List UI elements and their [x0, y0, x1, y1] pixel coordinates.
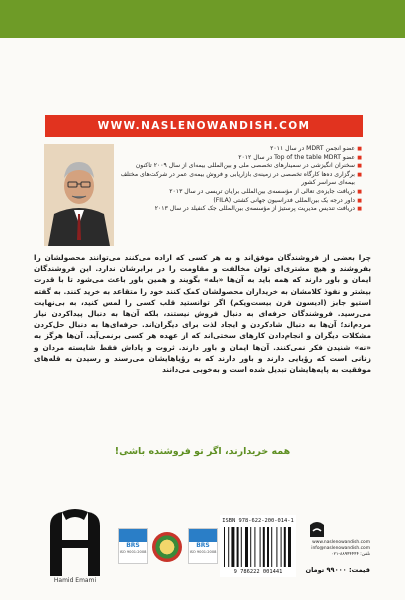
hamid-emami-logo	[42, 508, 108, 580]
publisher-info	[300, 540, 370, 558]
price-label: قیمت: ۹۹۰۰۰ تومان	[305, 566, 370, 574]
publisher-phone: تلفن: ۸۸۹۴۴۴۴۴-۰۲۱	[331, 552, 370, 557]
author-photo	[44, 144, 114, 246]
credential-item: ■ دریافت تندیس مدیریت پرستیژ از مؤسسه‌ی بین‌المللی جک کنفیلد در سال ۲۰۱۳	[118, 205, 362, 214]
publisher-logo-icon	[308, 517, 326, 539]
credential-item: ■ عضو انجمن MDRT در سال ۲۰۱۱	[118, 145, 362, 154]
slogan: همه خریدارند، اگر تو فروشنده باشی!	[114, 446, 291, 457]
barcode	[220, 515, 296, 577]
iso-badge	[118, 528, 148, 564]
badge-label: BRS	[126, 542, 140, 549]
logo-caption: Hamid Emami	[53, 577, 97, 584]
iso-badge	[188, 528, 218, 564]
isbn-number: 9 786222 001441	[233, 569, 283, 575]
credential-item: ■ عضو Top of the table MDRT در سال ۲۰۱۲	[118, 154, 362, 163]
badge-sub: ISO 9001:2008	[189, 550, 217, 554]
credential-item: ■ دریافت جایزه‌ی تعالی از مؤسسه‌ی بین‌المللی برایان تریسی در سال ۲۰۱۳	[118, 188, 362, 197]
credential-item: ■ سخنران انگیزشی در سمینارهای تخصصی ملی و بین‌المللی بیمه‌ای از سال ۲۰۰۹ تاکنون	[118, 162, 362, 171]
publisher-url: www.naslenowandish.com	[312, 540, 370, 545]
credential-item: ■ برگزاری ده‌ها کارگاه تخصصی در زمینه‌ی بازاریابی و فروش بیمه‌ی عمر در شرکت‌های مختلف بیمه‌ای سراسر کشور	[118, 171, 362, 188]
top-green-band	[0, 0, 405, 38]
blurb-paragraph: چرا بعضی از فروشندگان موفق‌اند و به هر کسی که اراده می‌کنند می‌توانند محصولشان را بفروشند و هیچ مشتری‌ای توان مخالفت و مقاومت را در برابرشان ندارد. این فروشندگان ایمان و باور دارند که همه باید به آن‌ها «بله» بگویند و همین باور باعث می‌شود تا با قدرت بیشتر و نفوذ کلامشان به خریداران محصولشان کمک کنند خود را متقاعد به خرید کنند. به گفته استیو جابز (ادیسون قرن بیست‌ویکم) اگر توانستید قلب کسی را لمس کنید، به بی‌نهایت می‌رسید. فروشندگان حرفه‌ای به دنبال فروش نیستند، بلکه آن‌ها به دنبال پیداکردن نیاز مردم‌اند؛ آن‌ها به دنبال شادکردن و ایجاد لذت برای دیگران‌اند. حرفه‌ای‌ها به دنبال حل‌کردن مشکلات دیگران و انجام‌دادن کارهای سختی‌اند که از عهده هر کسی برنمی‌آید. آن‌ها هرگز به «نه» شنیدن فکر نمی‌کنند. آن‌ها ایمان و باور دارند. ثروت و پاداش فقط شایسته مردان و زنانی است که رؤیایی دارند و باور دارند که به رؤیاهایشان می‌رسند و رسیدن به قله‌های موفقیت به پایه‌هایشان تبدیل شده است و به‌خوبی می‌دانند	[34, 253, 371, 375]
author-credentials	[118, 145, 362, 214]
credential-item: ■ داور درجه یک بین‌المللی فدراسیون جهانی کشتی (FILA)	[118, 197, 362, 206]
publisher-email: info@naslenowandish.com	[311, 546, 370, 551]
isbn-label: ISBN 978-622-200-014-1	[222, 518, 294, 524]
website-banner: WWW.NASLENOWANDISH.COM	[45, 115, 363, 137]
badge-label: BRS	[196, 542, 210, 549]
seal-emblem	[152, 532, 182, 562]
badge-sub: ISO 9001:2008	[119, 550, 147, 554]
